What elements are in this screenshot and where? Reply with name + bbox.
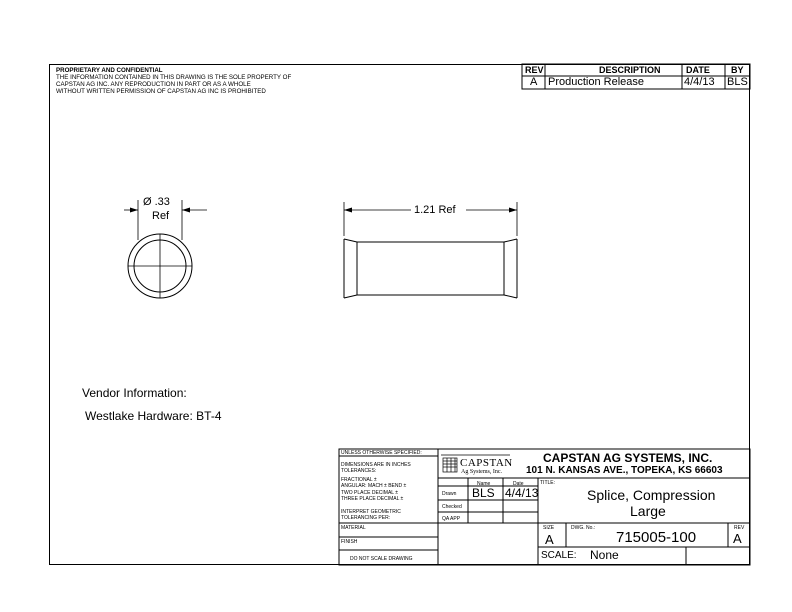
drawn-name: BLS	[472, 486, 495, 500]
unless-specified: UNLESS OTHERWISE SPECIFIED:	[341, 450, 422, 456]
material-label: MATERIAL	[341, 525, 366, 531]
logo-subtitle: Ag Systems, Inc.	[461, 469, 502, 475]
tolerances-label: TOLERANCES:	[341, 468, 377, 474]
diameter-dimension: Ø .33	[143, 196, 170, 208]
length-arrow-left	[344, 208, 352, 213]
size-value: A	[545, 532, 554, 547]
title-label: TITLE:	[540, 480, 556, 486]
rev-row-date: 4/4/13	[684, 76, 715, 88]
three-place-label: THREE PLACE DECIMAL ±	[341, 496, 404, 502]
rev-label: REV	[734, 525, 745, 531]
finish-label: FINISH	[341, 539, 358, 545]
rev-header: REV	[525, 65, 544, 75]
angular-label: ANGULAR: MACH ± BEND ±	[341, 483, 407, 489]
description-header: DESCRIPTION	[599, 65, 661, 75]
company-address: 101 N. KANSAS AVE., TOPEKA, KS 66603	[526, 465, 723, 476]
rev-row-by: BLS	[727, 76, 748, 88]
date-header: DATE	[686, 65, 710, 75]
interpret-label-2: TOLERANCING PER:	[341, 515, 391, 521]
two-place-label: TWO PLACE DECIMAL ±	[341, 490, 399, 496]
proprietary-line-1: THE INFORMATION CONTAINED IN THIS DRAWING IS THE SOLE PROPERTY OF	[56, 74, 292, 81]
drawn-date: 4/4/13	[505, 486, 539, 500]
diameter-arrow-right	[182, 208, 190, 213]
by-header: BY	[731, 65, 744, 75]
fractional-label: FRACTIONAL ±	[341, 477, 377, 483]
rev-value: A	[733, 531, 742, 546]
name-col-label: Name	[477, 481, 491, 487]
length-arrow-right	[509, 208, 517, 213]
checked-label: Checked	[442, 504, 462, 510]
diameter-ref: Ref	[152, 210, 170, 222]
proprietary-heading: PROPRIETARY AND CONFIDENTIAL	[56, 67, 163, 74]
logo-name: CAPSTAN	[460, 457, 513, 469]
dims-in-inches: DIMENSIONS ARE IN INCHES	[341, 462, 411, 468]
interpret-label-1: INTERPRET GEOMETRIC	[341, 509, 401, 515]
scale-value: None	[590, 548, 619, 562]
dwg-no-value: 715005-100	[616, 529, 697, 546]
drawing-title-line-2: Large	[630, 503, 666, 519]
proprietary-line-2: CAPSTAN AG INC. ANY REPRODUCTION IN PART OR AS A WHOLE	[56, 81, 251, 88]
length-dimension: 1.21 Ref	[414, 204, 456, 216]
vendor-heading: Vendor Information:	[82, 386, 187, 400]
drawing-title-line-1: Splice, Compression	[587, 487, 716, 503]
date-col-label: Date	[513, 481, 524, 487]
size-label: SIZE	[543, 525, 555, 531]
scale-label: SCALE:	[541, 550, 577, 561]
drawn-label: Drawn	[442, 491, 457, 497]
company-name: CAPSTAN AG SYSTEMS, INC.	[543, 451, 713, 465]
vendor-line: Westlake Hardware: BT-4	[85, 409, 222, 423]
proprietary-line-3: WITHOUT WRITTEN PERMISSION OF CAPSTAN AG INC IS PROHIBITED	[56, 88, 266, 95]
dwg-no-label: DWG. No.:	[571, 525, 596, 531]
qa-app-label: QA APP	[442, 516, 461, 522]
rev-row-rev: A	[530, 76, 538, 88]
do-not-scale-label: DO NOT SCALE DRAWING	[350, 556, 413, 562]
rev-row-description: Production Release	[548, 76, 645, 88]
diameter-arrow-left	[130, 208, 138, 213]
